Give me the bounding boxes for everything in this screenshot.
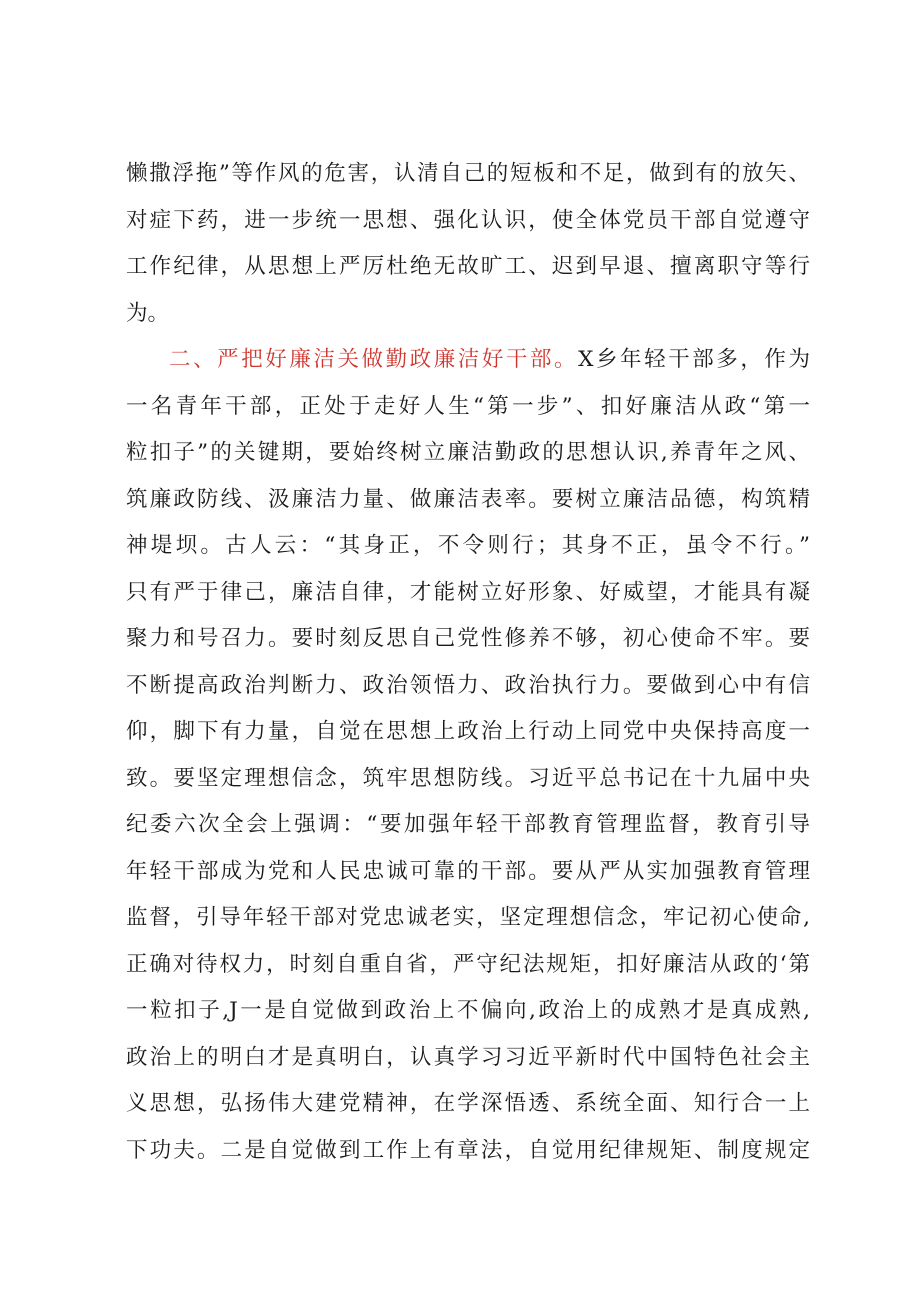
text-span: X乡年轻干部多，作为 <box>578 347 810 372</box>
text-line: 粒扣子”的关键期，要始终树立廉洁勤政的思想认识,养青年之风、 <box>126 440 810 465</box>
text-line: 仰，脚下有力量，自觉在思想上政治上行动上同党中央保持高度一 <box>126 719 810 744</box>
text-line: 懒撒浮拖”等作风的危害，认清自己的短板和不足，做到有的放矢、 <box>126 161 810 186</box>
text-line: 筑廉政防线、汲廉洁力量、做廉洁表率。要树立廉洁品德，构筑精 <box>126 486 810 512</box>
text-line: 政治上的明白才是真明白，认真学习习近平新时代中国特色社会主 <box>126 1044 810 1070</box>
text-line: 年轻干部成为党和人民忠诚可靠的干部。要从严从实加强教育管理 <box>126 858 810 884</box>
text-line: 工作纪律，从思想上严厉杜绝无故旷工、迟到早退、擅离职守等行 <box>126 254 810 279</box>
text-line: 只有严于律己，廉洁自律，才能树立好形象、好威望，才能具有凝 <box>126 579 810 605</box>
paragraph-integrity <box>126 337 810 1174</box>
text-line: 义思想，弘扬伟大建党精神，在学深悟透、系统全面、知行合一上 <box>126 1091 810 1116</box>
text-line: 一名青年干部，正处于走好人生“第一步”、扣好廉洁从政“第一 <box>126 393 810 419</box>
text-line: 监督，引导年轻干部对党忠诚老实，坚定理想信念，牢记初心使命, <box>126 905 810 930</box>
text-line: 为。 <box>126 300 170 326</box>
paragraph-work-discipline <box>126 151 810 337</box>
section-heading: 二、严把好廉洁关做勤政廉洁好干部。 <box>169 347 579 372</box>
paragraph-first-line <box>126 337 810 384</box>
text-line: 一粒扣子,J一是自觉做到政治上不偏向,政治上的成熟才是真成熟, <box>126 998 810 1023</box>
text-line: 聚力和号召力。要时刻反思自己党性修养不够，初心使命不牢。要 <box>126 626 810 651</box>
text-line: 下功夫。二是自觉做到工作上有章法，自觉用纪律规矩、制度规定 <box>126 1137 810 1163</box>
text-line: 正确对待权力，时刻自重自省，严守纪法规矩，扣好廉洁从政的‘第 <box>126 951 810 977</box>
text-line: 纪委六次全会上强调：“要加强年轻干部教育管理监督，教育引导 <box>126 812 810 837</box>
text-line: 不断提高政治判断力、政治领悟力、政治执行力。要做到心中有信 <box>126 672 810 698</box>
text-line: 对症下药，进一步统一思想、强化认识，使全体党员干部自觉遵守 <box>126 207 810 233</box>
text-line: 致。要坚定理想信念，筑牢思想防线。习近平总书记在十九届中央 <box>126 765 810 791</box>
document-body <box>126 151 810 1174</box>
text-line: 神堤坝。古人云：“其身正，不令则行；其身不正，虽令不行。” <box>126 533 810 558</box>
